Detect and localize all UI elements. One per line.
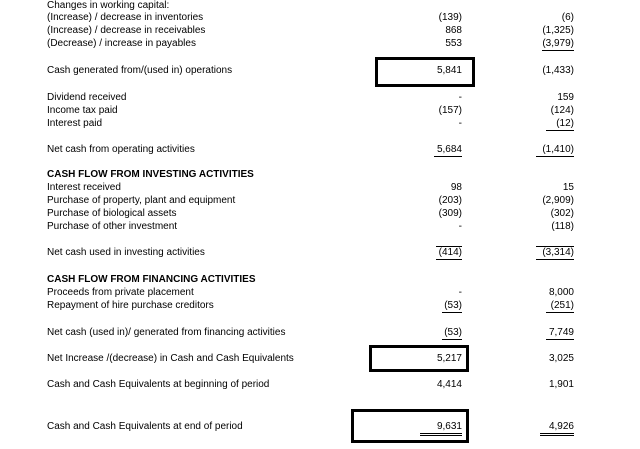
value-current: - (458, 118, 462, 129)
underline (546, 339, 574, 340)
row-label: Net cash from operating activities (47, 144, 195, 155)
underline (546, 130, 574, 131)
underline (442, 339, 462, 340)
value-current: 868 (445, 25, 462, 36)
row-income-tax-paid (0, 104, 640, 117)
value-current: - (458, 287, 462, 298)
row-label: Net cash used in investing activities (47, 247, 205, 258)
row-cash-end (0, 420, 640, 433)
value-current: (414) (438, 247, 462, 258)
row-private-placement (0, 286, 640, 299)
value-prior: (1,433) (542, 65, 574, 76)
row-cash-generated-operations (0, 64, 640, 77)
row-label: Interest received (47, 182, 121, 193)
value-current: (53) (444, 327, 462, 338)
section-heading: CASH FLOW FROM INVESTING ACTIVITIES (47, 169, 254, 180)
row-purchase-biological-assets (0, 207, 640, 220)
row-label: (Increase) / decrease in receivables (47, 25, 206, 36)
underline (540, 435, 574, 436)
value-prior: (124) (550, 105, 574, 116)
value-prior: 4,926 (548, 421, 574, 432)
value-current: 5,684 (436, 144, 462, 155)
row-investing-header (0, 168, 640, 181)
row-receivables (0, 24, 640, 37)
row-purchase-ppe (0, 194, 640, 207)
row-label: Changes in working capital: (47, 0, 170, 11)
value-current: (203) (438, 195, 462, 206)
value-current: 5,841 (436, 65, 462, 76)
underline (542, 50, 574, 51)
value-prior: (251) (550, 300, 574, 311)
value-prior: (302) (550, 208, 574, 219)
highlight-box (351, 409, 469, 443)
underline (546, 312, 574, 313)
row-hire-purchase (0, 299, 640, 312)
row-label: Interest paid (47, 118, 103, 129)
row-net-cash-financing (0, 326, 640, 339)
value-current: - (458, 92, 462, 103)
row-label: Purchase of other investment (47, 221, 178, 232)
row-label: (Decrease) / increase in payables (47, 38, 196, 49)
row-inventories (0, 11, 640, 24)
value-current: 9,631 (436, 421, 462, 432)
underline (442, 312, 462, 313)
row-label: Net cash (used in)/ generated from financing activities (47, 327, 286, 338)
value-prior: (6) (561, 12, 574, 23)
value-prior: (118) (551, 221, 574, 232)
highlight-box (369, 345, 469, 372)
row-label: Repayment of hire purchase creditors (47, 300, 214, 311)
value-current: 4,414 (436, 379, 462, 390)
value-current: (309) (438, 208, 462, 219)
row-label: Proceeds from private placement (47, 287, 194, 298)
row-payables (0, 37, 640, 50)
value-prior: (12) (556, 118, 574, 129)
row-label: (Increase) / decrease in inventories (47, 12, 204, 23)
row-cash-beginning (0, 378, 640, 391)
value-prior: (3,979) (542, 38, 574, 49)
value-prior: 15 (562, 182, 574, 193)
section-heading: CASH FLOW FROM FINANCING ACTIVITIES (47, 274, 256, 285)
row-interest-received (0, 181, 640, 194)
value-prior: 1,901 (548, 379, 574, 390)
value-current: (157) (438, 105, 462, 116)
row-label: Purchase of property, plant and equipment (47, 195, 236, 206)
value-prior: (3,314) (542, 247, 574, 258)
row-label: Cash and Cash Equivalents at end of period (47, 421, 243, 432)
row-interest-paid (0, 117, 640, 130)
value-current: (139) (438, 12, 462, 23)
row-label: Net Increase /(decrease) in Cash and Cash Equivalents (47, 353, 294, 364)
row-label: Cash generated from/(used in) operations (47, 65, 233, 76)
row-purchase-other-investment (0, 220, 640, 233)
row-label: Purchase of biological assets (47, 208, 177, 219)
value-current: 5,217 (436, 353, 462, 364)
row-financing-header (0, 273, 640, 286)
value-prior: 7,749 (548, 327, 574, 338)
row-net-cash-operating (0, 143, 640, 156)
underline (436, 259, 462, 260)
value-prior: 3,025 (548, 353, 574, 364)
underline (540, 433, 574, 434)
value-prior: (1,410) (542, 144, 574, 155)
value-current: - (458, 221, 462, 232)
value-prior: 159 (557, 92, 574, 103)
row-net-increase-cash (0, 352, 640, 365)
highlight-box (375, 57, 475, 87)
value-prior: 8,000 (548, 287, 574, 298)
row-label: Dividend received (47, 92, 127, 103)
underline (434, 156, 462, 157)
value-prior: (1,325) (542, 25, 574, 36)
underline (536, 156, 574, 157)
row-net-cash-investing (0, 246, 640, 259)
value-prior: (2,909) (542, 195, 574, 206)
value-current: 98 (450, 182, 462, 193)
value-current: 553 (445, 38, 462, 49)
underline (536, 259, 574, 260)
value-current: (53) (444, 300, 462, 311)
row-label: Cash and Cash Equivalents at beginning of period (47, 379, 270, 390)
row-dividend-received (0, 91, 640, 104)
row-label: Income tax paid (47, 105, 118, 116)
